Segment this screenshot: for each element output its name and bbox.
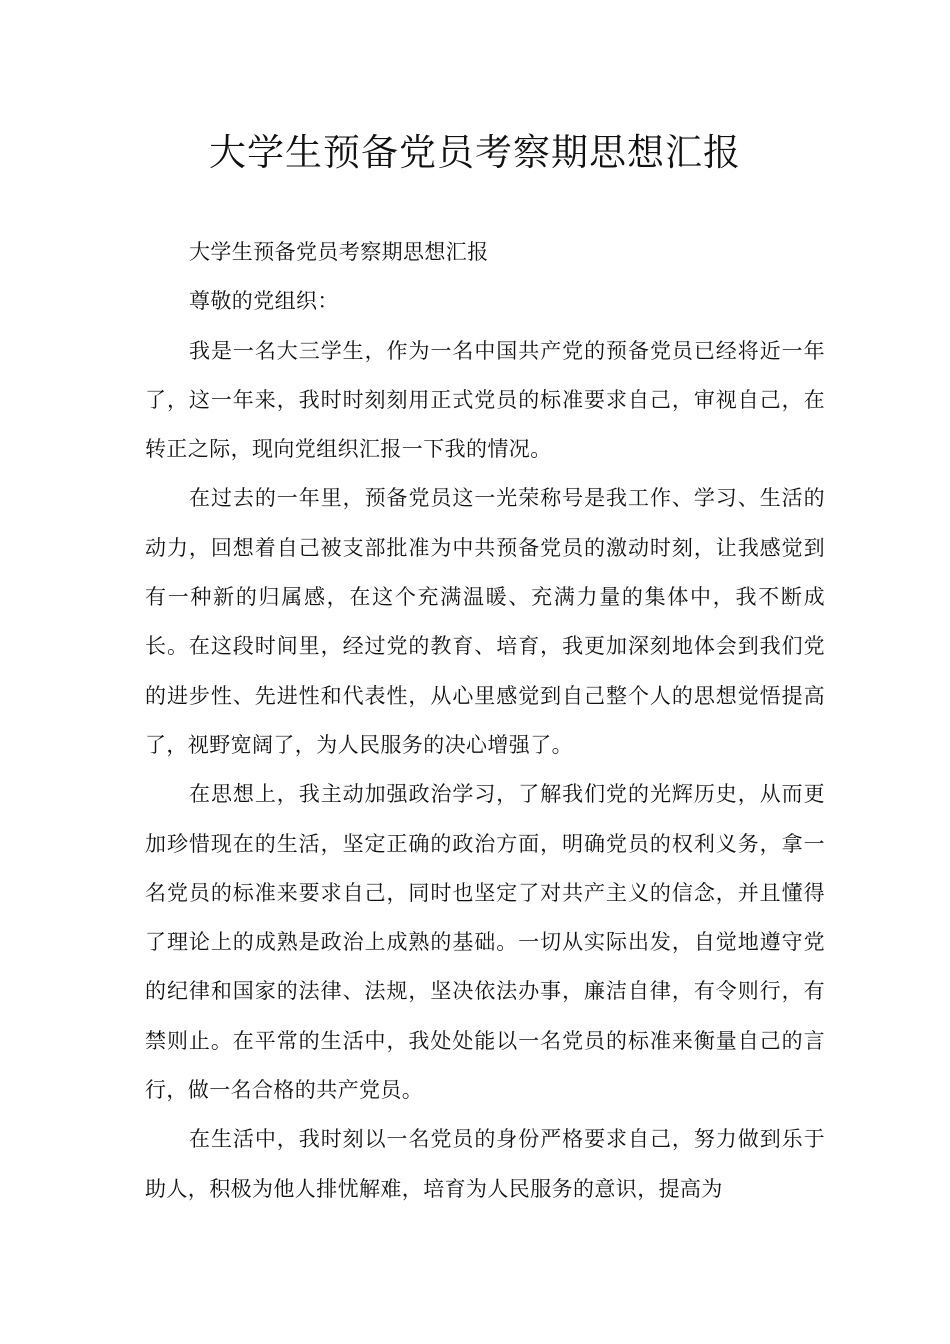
document-title: 大学生预备党员考察期思想汇报	[209, 131, 741, 174]
body-paragraph-heading: 大学生预备党员考察期思想汇报	[189, 240, 489, 264]
body-paragraph: 在生活中，我时刻以一名党员的身份严格要求自己，努力做到乐于助人，积极为他人排忧解难，培育为人民服务的意识，提高为	[145, 1127, 825, 1201]
document-body	[145, 228, 825, 1214]
body-paragraph: 我是一名大三学生，作为一名中国共产党的预备党员已经将近一年了，这一年来，我时时刻刻用正式党员的标准要求自己，审视自己，在转正之际，现向党组织汇报一下我的情况。	[145, 338, 825, 462]
body-paragraph: 在过去的一年里，预备党员这一光荣称号是我工作、学习、生活的动力，回想着自己被支部批准为中共预备党员的激动时刻，让我感觉到有一种新的归属感，在这个充满温暖、充满力量的集体中，我不断成长。在这段时间里，经过党的教育、培育，我更加深刻地体会到我们党的进步性、先进性和代表性，从心里感觉到自己整个人的思想觉悟提高了，视野宽阔了，为人民服务的决心增强了。	[145, 486, 825, 757]
body-paragraph: 在思想上，我主动加强政治学习，了解我们党的光辉历史，从而更加珍惜现在的生活，坚定正确的政治方面，明确党员的权利义务，拿一名党员的标准来要求自己，同时也坚定了对共产主义的信念，并且懂得了理论上的成熟是政治上成熟的基础。一切从实际出发，自觉地遵守党的纪律和国家的法律、法规，坚决依法办事，廉洁自律，有令则行，有禁则止。在平常的生活中，我处处能以一名党员的标准来衡量自己的言行，做一名合格的共产党员。	[145, 782, 825, 1103]
body-paragraph-salutation: 尊敬的党组织：	[189, 289, 339, 314]
